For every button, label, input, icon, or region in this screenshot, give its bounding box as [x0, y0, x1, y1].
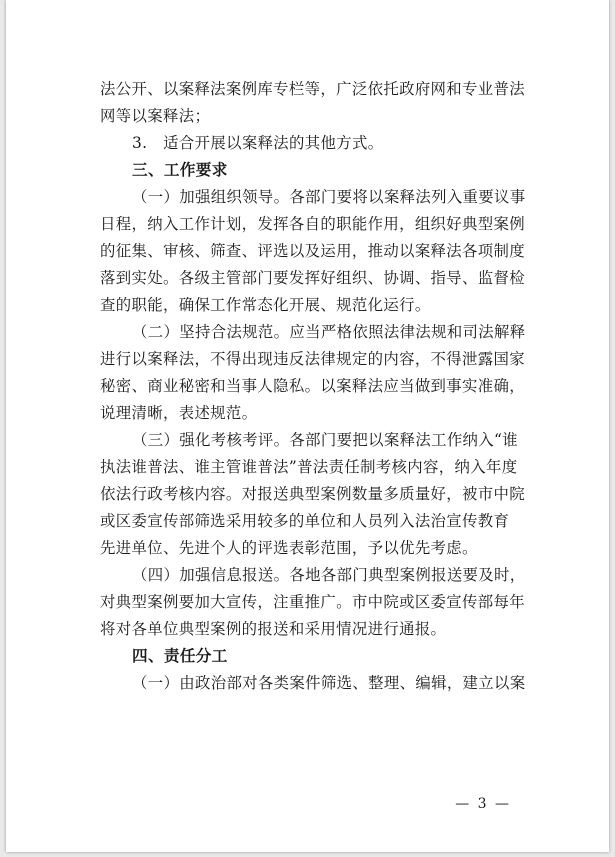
list-item-3: 3. 适合开展以案释法的其他方式。: [132, 134, 384, 152]
paragraph-line: （一）由政治部对各类案件筛选、整理、编辑，建立以案: [132, 674, 526, 692]
paragraph-line: 日程，纳入工作计划，发挥各自的职能作用，组织好典型案例: [100, 215, 525, 233]
paragraph-line: 查的职能，确保工作常态化开展、规范化运行。: [100, 296, 431, 314]
paragraph-line: 网等以案释法；: [100, 107, 211, 125]
paragraph-line: 或区委宣传部筛选采用较多的单位和人员列入法治宣传教育: [100, 512, 510, 530]
page-number: — 3 —: [455, 796, 511, 812]
section-heading-work-requirements: 三、工作要求: [132, 161, 228, 179]
paragraph-line: 进行以案释法，不得出现违反法律规定的内容，不得泄露国家: [100, 350, 525, 368]
paragraph-line: （一）加强组织领导。各部门要将以案释法列入重要议事: [132, 188, 526, 206]
paragraph-line: 先进单位、先进个人的评选表彰范围，予以优先考虑。: [100, 539, 478, 557]
paragraph-line: （三）强化考核考评。各部门要把以案释法工作纳入“谁: [132, 431, 518, 449]
paragraph-line: 执法谁普法、谁主管谁普法”普法责任制考核内容，纳入年度: [100, 458, 518, 476]
paragraph-line: 秘密、商业秘密和当事人隐私。以案释法应当做到事实准确，: [100, 377, 525, 395]
section-heading-responsibility: 四、责任分工: [132, 647, 228, 665]
paragraph-line: 的征集、审核、筛查、评选以及运用，推动以案释法各项制度: [100, 242, 525, 260]
paragraph-line: （二）坚持合法规范。应当严格依照法律法规和司法解释: [132, 323, 526, 341]
paragraph-line: 将对各单位典型案例的报送和采用情况进行通报。: [100, 620, 447, 638]
paragraph-line: 对典型案例要加大宣传，注重推广。市中院或区委宣传部每年: [100, 593, 525, 611]
document-page: [6, 0, 609, 852]
paragraph-line: 说理清晰，表述规范。: [100, 404, 258, 422]
document-body: [100, 76, 525, 697]
paragraph-line: 法公开、以案释法案例库专栏等，广泛依托政府网和专业普法: [100, 80, 525, 98]
paragraph-line: （四）加强信息报送。各地各部门典型案例报送要及时，: [132, 566, 526, 584]
paragraph-line: 落到实处。各级主管部门要发挥好组织、协调、指导、监督检: [100, 269, 525, 287]
paragraph-line: 依法行政考核内容。对报送典型案例数量多质量好，被市中院: [100, 485, 525, 503]
